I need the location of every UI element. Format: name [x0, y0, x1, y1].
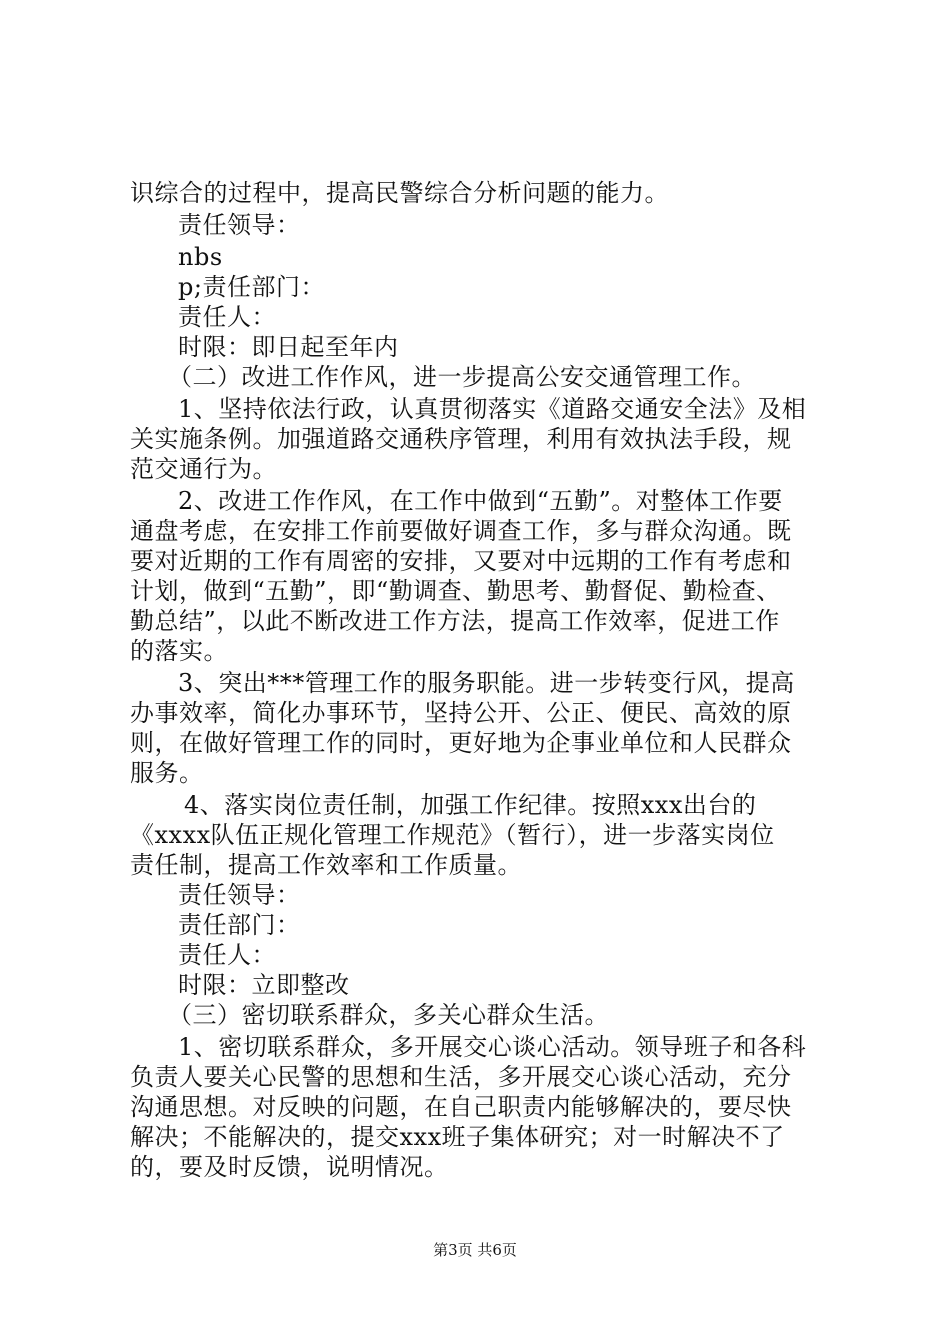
- text-line: 办事效率，简化办事环节，坚持公开、公正、便民、高效的原: [130, 699, 792, 727]
- text-line: 《xxxx队伍正规化管理工作规范》（暂行），进一步落实岗位: [130, 821, 775, 849]
- text-line: 关实施条例。加强道路交通秩序管理，利用有效执法手段，规: [130, 425, 792, 453]
- text-line: 责任人：: [178, 303, 276, 331]
- text-line: 4、落实岗位责任制，加强工作纪律。按照xxx出台的: [184, 791, 757, 819]
- text-line: 3、突出***管理工作的服务职能。进一步转变行风，提高: [178, 669, 795, 697]
- text-line: 2、改进工作作风，在工作中做到“五勤”。对整体工作要: [178, 487, 783, 515]
- page-number: 第3页 共6页: [433, 1241, 517, 1259]
- text-line: 的落实。: [130, 637, 228, 665]
- text-line: 时限：立即整改: [178, 971, 350, 999]
- text-line: 的，要及时反馈，说明情况。: [130, 1153, 449, 1181]
- text-line: 识综合的过程中，提高民警综合分析问题的能力。: [130, 179, 669, 207]
- text-line: （二）改进工作作风，进一步提高公安交通管理工作。: [168, 363, 756, 391]
- text-line: 沟通思想。对反映的问题，在自己职责内能够解决的，要尽快: [130, 1093, 792, 1121]
- text-line: 勤总结”，以此不断改进工作方法，提高工作效率，促进工作: [130, 607, 780, 635]
- text-line: 解决；不能解决的，提交xxx班子集体研究；对一时解决不了: [130, 1123, 785, 1151]
- text-line: 通盘考虑，在安排工作前要做好调查工作，多与群众沟通。既: [130, 517, 792, 545]
- text-line: 责任领导：: [178, 881, 301, 909]
- text-line: 计划，做到“五勤”，即“勤调查、勤思考、勤督促、勤检查、: [130, 577, 781, 605]
- text-line: 责任制，提高工作效率和工作质量。: [130, 851, 522, 879]
- text-line: 1、密切联系群众，多开展交心谈心活动。领导班子和各科: [178, 1033, 807, 1061]
- text-line: 则，在做好管理工作的同时，更好地为企事业单位和人民群众: [130, 729, 792, 757]
- text-line: 责任领导：: [178, 211, 301, 239]
- text-line: p;责任部门：: [178, 273, 325, 301]
- text-line: 时限：即日起至年内: [178, 333, 399, 361]
- text-line: 要对近期的工作有周密的安排，又要对中远期的工作有考虑和: [130, 547, 792, 575]
- text-line: 责任人：: [178, 941, 276, 969]
- text-line: 范交通行为。: [130, 455, 277, 483]
- text-line: 1、坚持依法行政，认真贯彻落实《道路交通安全法》及相: [178, 395, 807, 423]
- text-line: nbs: [178, 243, 223, 271]
- text-line: 服务。: [130, 759, 204, 787]
- text-line: 负责人要关心民警的思想和生活，多开展交心谈心活动，充分: [130, 1063, 792, 1091]
- text-line: （三）密切联系群众，多关心群众生活。: [168, 1001, 609, 1029]
- text-line: 责任部门：: [178, 911, 301, 939]
